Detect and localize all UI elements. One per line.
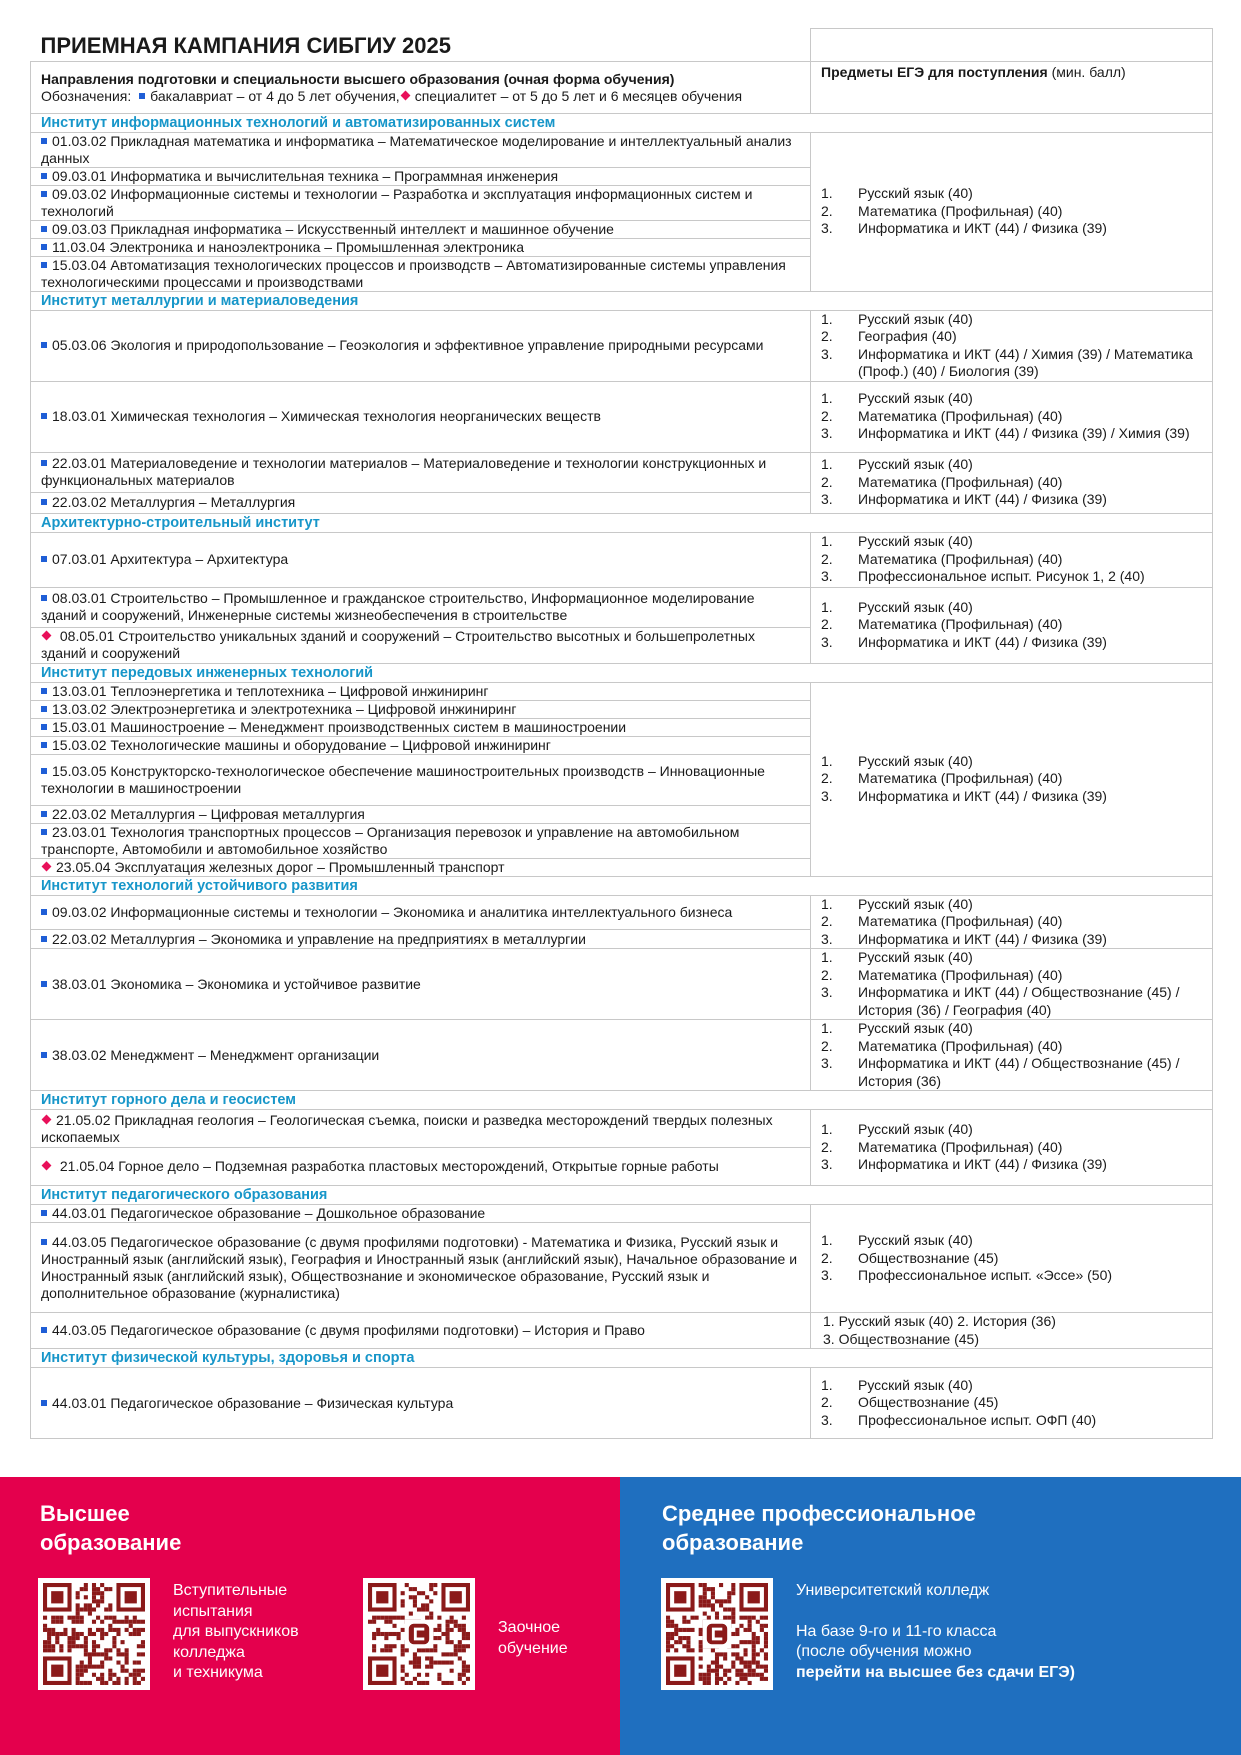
bachelor-square-icon [41, 1327, 47, 1333]
subjects-cell [811, 1110, 1213, 1186]
program-text: 09.03.02 Информационные системы и технологии – Экономика и аналитика интеллектуального бизнеса [52, 903, 733, 920]
specialist-diamond-icon [42, 861, 52, 871]
program-text: 44.03.01 Педагогическое образование – Физическая культура [52, 1394, 454, 1411]
programs-table [30, 28, 1213, 1439]
subject-item: 3. Профессиональное испыт. ОФП (40) [821, 1411, 1097, 1428]
program-text: 11.03.04 Электроника и наноэлектроника – Промышленная электроника [52, 238, 525, 255]
program-text: 44.03.01 Педагогическое образование – Дошкольное образование [52, 1205, 486, 1221]
admission-sheet [30, 28, 1212, 1439]
program-row [31, 949, 1213, 1020]
higher-education-panel [0, 1477, 620, 1755]
bachelor-square-icon [41, 342, 47, 348]
subject-item: 3. Информатика и ИКТ (44) / Физика (39) [821, 633, 1107, 650]
institute-row [31, 876, 1213, 895]
bachelor-square-icon [41, 829, 47, 835]
program-row [31, 1313, 1213, 1349]
subject-item: 3. Профессиональное испыт. Рисунок 1, 2 (40) [821, 568, 1145, 585]
program-row [31, 132, 1213, 167]
subject-item: 1. Русский язык (40) [821, 949, 973, 965]
program-text: 09.03.03 Прикладная информатика – Искусственный интеллект и машинное обучение [52, 220, 614, 237]
specialist-diamond-icon [400, 90, 410, 100]
subject-item: 3. Информатика и ИКТ (44) / Химия (39) / Математика (Проф.) (40) / Биология (39) [821, 345, 1193, 379]
subject-item: 1. Русский язык (40) [821, 1020, 973, 1036]
page-title: ПРИЕМНАЯ КАМПАНИЯ СИБГИУ 2025 [40, 32, 452, 58]
qr2-caption: Заочное обучение [498, 1619, 568, 1657]
qr-code-entrance-exams[interactable] [38, 1578, 150, 1690]
qr1-caption: Вступительные испытания для выпускников колледжа и техникума [173, 1582, 299, 1681]
subject-item: 2. Математика (Профильная) (40) [821, 1037, 1063, 1054]
bachelor-square-icon [41, 724, 47, 730]
bachelor-square-icon [41, 768, 47, 774]
subject-item: 3. Информатика и ИКТ (44) / Физика (39) [821, 1156, 1107, 1173]
program-text: 15.03.02 Технологические машины и оборудование – Цифровой инжиниринг [52, 736, 551, 753]
institute-name: Архитектурно-строительный институт [41, 514, 320, 531]
bachelor-square-icon [41, 262, 47, 268]
program-text: 13.03.01 Теплоэнергетика и теплотехника – Цифровой инжиниринг [52, 682, 489, 699]
college-name: Университетский колледж [796, 1582, 990, 1599]
subject-item: 3. Информатика и ИКТ (44) / Физика (39) / Химия (39) [821, 425, 1190, 442]
left-column-header: Направления подготовки и специальности высшего образования (очная форма обучения) [41, 70, 675, 87]
program-text: 15.03.04 Автоматизация технологических процессов и производств – Автоматизированные системы управления технологическими процессами и производствами [41, 256, 786, 290]
bachelor-square-icon [41, 173, 47, 179]
program-text: 08.03.01 Строительство – Промышленное и гражданское строительство, Информационное моделирование зданий и сооружений, Инженерные системы жизнеобеспечения в строительстве [41, 590, 755, 623]
bachelor-square-icon [41, 1239, 47, 1245]
program-text: 09.03.01 Информатика и вычислительная техника – Программная инженерия [52, 167, 559, 184]
subject-item: 2. Математика (Профильная) (40) [821, 202, 1063, 219]
qr-code-college[interactable] [661, 1578, 773, 1690]
subject-item: 1. Русский язык (40) [821, 390, 973, 407]
institute-name: Институт горного дела и геосистем [41, 1092, 297, 1108]
subject-line: 1. Русский язык (40) 2. История (36) [823, 1313, 1056, 1329]
subject-item: 2. Математика (Профильная) (40) [821, 407, 1063, 424]
program-text: 21.05.02 Прикладная геология – Геологическая съемка, поиски и разведка месторождений твердых полезных ископаемых [41, 1111, 773, 1145]
program-text: 07.03.01 Архитектура – Архитектура [52, 551, 289, 567]
program-row [31, 1020, 1213, 1091]
subjects-cell [811, 1368, 1213, 1439]
subjects-list [821, 753, 1204, 806]
specialist-diamond-icon [42, 1161, 52, 1171]
subject-item: 1. Русский язык (40) [821, 895, 973, 912]
subject-item: 3. Информатика и ИКТ (44) / Обществознание (45) / История (36) / География (40) [821, 984, 1180, 1018]
bachelor-square-icon [139, 93, 145, 99]
footer [0, 1477, 1241, 1755]
program-row [31, 1110, 1213, 1148]
program-text: 38.03.02 Менеджмент – Менеджмент организации [52, 1046, 380, 1063]
bachelor-square-icon [41, 1052, 47, 1058]
institute-row [31, 291, 1213, 310]
legend [41, 88, 802, 105]
program-text: 38.03.01 Экономика – Экономика и устойчивое развитие [52, 975, 421, 992]
specialist-diamond-icon [42, 1114, 52, 1124]
subject-item: 1. Русский язык (40) [821, 456, 973, 473]
subject-item: 2. Математика (Профильная) (40) [821, 473, 1063, 490]
subject-item: 1. Русский язык (40) [821, 752, 973, 769]
subjects-cell [811, 949, 1213, 1020]
institute-row [31, 513, 1213, 532]
bachelor-square-icon [41, 244, 47, 250]
bachelor-square-icon [41, 742, 47, 748]
subjects-list [821, 896, 1204, 949]
program-text: 22.03.02 Металлургия – Цифровая металлургия [52, 805, 365, 822]
subject-item: 3. Информатика и ИКТ (44) / Физика (39) [821, 930, 1107, 947]
subjects-list [821, 1232, 1204, 1285]
college-caption: Университетский колледж На базе 9-го и 11-го класса (после обучения можно перейти на высшее без сдачи ЕГЭ) [796, 1582, 1075, 1681]
program-text: 44.03.05 Педагогическое образование (с двумя профилями подготовки) - Математика и Физика, Русский язык и Иностранный язык (английский язык), География и Иностранный язык (английский язык), Начальное образование и Иностранный язык (английский язык), Обществознание и экономическое образование, Русский язык и дополнительное образование (журналистика) [41, 1233, 798, 1301]
subjects-list [821, 1377, 1204, 1430]
program-text: 15.03.05 Конструкторско-технологическое обеспечение машиностроительных производств – Инновационные технологии в машиностроении [41, 762, 765, 796]
bachelor-square-icon [41, 706, 47, 712]
program-text: 23.03.01 Технология транспортных процессов – Организация перевозок и управление на автомобильном транспорте, Автомобили и автомобильное хозяйство [41, 823, 740, 857]
program-text: 18.03.01 Химическая технология – Химическая технология неорганических веществ [52, 408, 601, 424]
subject-item: 2. Математика (Профильная) (40) [821, 966, 1063, 983]
subjects-cell [811, 1020, 1213, 1091]
program-text: 01.03.02 Прикладная математика и информатика – Математическое моделирование и интеллектуальный анализ данных [41, 132, 792, 166]
program-text: 22.03.02 Металлургия – Металлургия [52, 494, 296, 510]
program-text: 23.05.04 Эксплуатация железных дорог – Промышленный транспорт [56, 858, 505, 875]
subject-item: 3. Информатика и ИКТ (44) / Физика (39) [821, 787, 1107, 804]
program-row [31, 452, 1213, 492]
legend-specialist: специалитет – от 5 до 5 лет и 6 месяцев обучения [414, 87, 743, 104]
subject-item: 1. Русский язык (40) [821, 598, 973, 615]
subject-item: 3. Профессиональное испыт. «Эссе» (50) [821, 1267, 1113, 1284]
subject-item: 1. Русский язык (40) [821, 533, 973, 550]
subject-item: 3. Информатика и ИКТ (44) / Физика (39) [821, 491, 1107, 508]
secondary-education-title: Среднее профессиональное образование [662, 1501, 976, 1555]
subjects-cell [811, 381, 1213, 452]
subjects-cell [811, 1313, 1213, 1349]
program-row [31, 682, 1213, 700]
subjects-cell [811, 310, 1213, 381]
subjects-cell [811, 452, 1213, 513]
institute-row [31, 663, 1213, 682]
program-row [31, 532, 1213, 587]
program-row [31, 381, 1213, 452]
subjects-cell [811, 1205, 1213, 1313]
subjects-list [821, 390, 1204, 443]
program-text: 44.03.05 Педагогическое образование (с двумя профилями подготовки) – История и Право [52, 1322, 645, 1338]
legend-prefix: Обозначения: [41, 87, 132, 104]
subjects-list [821, 1020, 1204, 1090]
bachelor-square-icon [41, 981, 47, 987]
subjects-list [821, 311, 1204, 381]
subject-item: 2. Математика (Профильная) (40) [821, 770, 1063, 787]
program-row [31, 1205, 1213, 1223]
subjects-list [821, 1121, 1204, 1174]
subjects-cell [811, 895, 1213, 949]
program-text: 21.05.04 Горное дело – Подземная разработка пластовых месторождений, Открытые горные работы [56, 1158, 719, 1174]
program-text: 13.03.02 Электроэнергетика и электротехника – Цифровой инжиниринг [52, 700, 517, 717]
secondary-education-panel [620, 1477, 1241, 1755]
subjects-cell [811, 532, 1213, 587]
right-column-header: Предметы ЕГЭ для поступления [821, 63, 1048, 80]
bachelor-square-icon [41, 191, 47, 197]
subject-item: 1. Русский язык (40) [821, 1121, 973, 1138]
header-row [31, 61, 1213, 113]
subject-item: 2. Математика (Профильная) (40) [821, 913, 1063, 929]
program-row [31, 1368, 1213, 1439]
program-row [31, 587, 1213, 627]
bachelor-square-icon [41, 909, 47, 915]
bachelor-square-icon [41, 413, 47, 419]
institute-name: Институт педагогического образования [41, 1187, 328, 1203]
institute-row [31, 113, 1213, 132]
subject-item: 2. Обществознание (45) [821, 1394, 999, 1411]
subjects-cell [811, 132, 1213, 291]
bachelor-square-icon [41, 499, 47, 505]
subject-item: 1. Русский язык (40) [821, 310, 973, 327]
institute-name: Институт металлургии и материаловедения [41, 292, 359, 309]
program-text: 22.03.02 Металлургия – Экономика и управление на предприятиях в металлургии [52, 930, 586, 947]
qr-code-distance-learning[interactable] [363, 1578, 475, 1690]
subjects-list [821, 456, 1204, 509]
subject-item: 1. Русский язык (40) [821, 1376, 973, 1393]
subjects-cell [811, 682, 1213, 876]
institute-name: Институт передовых инженерных технологий [41, 664, 374, 681]
subject-item: 2. Математика (Профильная) (40) [821, 1138, 1063, 1155]
program-row [31, 895, 1213, 930]
specialist-diamond-icon [42, 631, 52, 641]
program-text: 15.03.01 Машиностроение – Менеджмент производственных систем в машиностроении [52, 718, 627, 735]
subjects-list [821, 599, 1204, 652]
legend-bachelor: бакалавриат – от 4 до 5 лет обучения, [150, 87, 400, 104]
subject-item: 3. Информатика и ИКТ (44) / Физика (39) [821, 220, 1107, 237]
bachelor-square-icon [41, 936, 47, 942]
subject-item: 2. География (40) [821, 328, 957, 344]
institute-row [31, 1349, 1213, 1368]
bachelor-square-icon [41, 138, 47, 144]
subjects-list [821, 533, 1204, 586]
bachelor-square-icon [41, 1210, 47, 1216]
subjects-cell [811, 587, 1213, 663]
bachelor-square-icon [41, 460, 47, 466]
institute-name: Институт технологий устойчивого развития [41, 877, 358, 894]
bachelor-square-icon [41, 688, 47, 694]
institute-name: Институт информационных технологий и автоматизированных систем [41, 114, 556, 131]
bachelor-square-icon [41, 556, 47, 562]
subject-item: 2. Обществознание (45) [821, 1249, 999, 1266]
subject-item: 1. Русский язык (40) [821, 1232, 973, 1249]
higher-education-title: Высшее образование [40, 1501, 182, 1555]
subjects-list [821, 185, 1204, 238]
subject-item: 2. Математика (Профильная) (40) [821, 550, 1063, 567]
college-transfer-note: перейти на высшее без сдачи ЕГЭ) [796, 1663, 1075, 1681]
subject-line: 3. Обществознание (45) [823, 1330, 980, 1347]
subject-item: 1. Русский язык (40) [821, 185, 973, 202]
program-text: 09.03.02 Информационные системы и технологии – Разработка и эксплуатация информационных систем и технологий [41, 185, 753, 219]
program-text: 05.03.06 Экология и природопользование – Геоэкология и эффективное управление природными ресурсами [52, 337, 764, 353]
bachelor-square-icon [41, 1400, 47, 1406]
bachelor-square-icon [41, 811, 47, 817]
program-row [31, 310, 1213, 381]
right-column-header-suffix: (мин. балл) [1047, 63, 1126, 80]
title-row [31, 29, 1213, 62]
subject-item: 2. Математика (Профильная) (40) [821, 616, 1063, 633]
institute-name: Институт физической культуры, здоровья и спорта [41, 1350, 415, 1366]
program-text: 08.05.01 Строительство уникальных зданий и сооружений – Строительство высотных и большепролетных зданий и сооружений [41, 628, 755, 661]
bachelor-square-icon [41, 226, 47, 232]
subjects-list [821, 949, 1204, 1019]
program-text: 22.03.01 Материаловедение и технологии материалов – Материаловедение и технологии конструкционных и функциональных материалов [41, 455, 767, 488]
bachelor-square-icon [41, 595, 47, 601]
institute-row [31, 1091, 1213, 1110]
institute-row [31, 1186, 1213, 1205]
subject-item: 3. Информатика и ИКТ (44) / Обществознание (45) / История (36) [821, 1055, 1180, 1089]
